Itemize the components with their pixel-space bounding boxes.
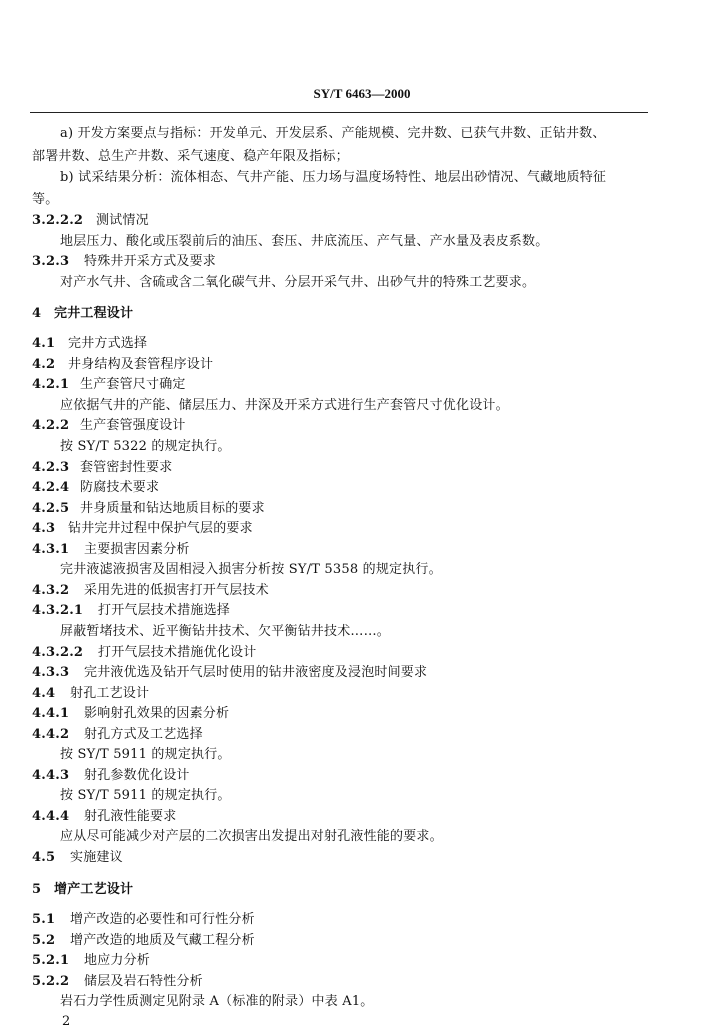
- heading-line: [32, 377, 186, 393]
- heading-title: 影响射孔效果的因素分析: [84, 706, 230, 721]
- heading-number: 4.1: [32, 336, 56, 351]
- heading-line: [32, 933, 255, 949]
- heading-line: [32, 686, 149, 702]
- heading-title: 打开气层技术措施优化设计: [98, 645, 257, 660]
- heading-line: [32, 727, 203, 743]
- text-line: a) 开发方案要点与指标：开发单元、开发层系、产能规模、完井数、已获气井数、正钻井数、: [60, 126, 606, 141]
- text-line: 部署井数、总生产井数、采气速度、稳产年限及指标；: [32, 149, 349, 164]
- heading-number: 4.3.2.2: [32, 645, 84, 660]
- section-heading: [32, 306, 133, 322]
- heading-title: 完井液优选及钻开气层时使用的钻井液密度及浸泡时间要求: [84, 665, 428, 680]
- heading-title: 完井工程设计: [54, 306, 134, 321]
- heading-number: 4.5: [32, 850, 56, 865]
- heading-title: 生产套管强度设计: [80, 418, 186, 433]
- heading-number: 4.4.3: [32, 768, 70, 783]
- heading-title: 完井方式选择: [68, 336, 148, 351]
- heading-number: 5.1: [32, 912, 56, 927]
- heading-number: 4.2.1: [32, 377, 70, 392]
- heading-number: 4.3.3: [32, 665, 70, 680]
- heading-title: 井身质量和钻达地质目标的要求: [80, 501, 265, 516]
- text-line: 地层压力、酸化或压裂前后的油压、套压、井底流压、产气量、产水量及表皮系数。: [60, 234, 549, 249]
- heading-line: [32, 645, 256, 661]
- heading-number: 4.4.2: [32, 727, 70, 742]
- heading-number: 5.2: [32, 933, 56, 948]
- heading-number: 3.2.3: [32, 254, 70, 269]
- heading-title: 采用先进的低损害打开气层技术: [84, 583, 269, 598]
- heading-number: 4.4.1: [32, 706, 70, 721]
- heading-line: [32, 974, 203, 990]
- heading-title: 生产套管尺寸确定: [80, 377, 186, 392]
- heading-title: 射孔工艺设计: [70, 686, 150, 701]
- heading-number: 4.2.3: [32, 460, 70, 475]
- heading-title: 储层及岩石特性分析: [84, 974, 203, 989]
- text-line: 等。: [32, 192, 59, 207]
- heading-line: [32, 213, 149, 229]
- heading-number: 4.3.1: [32, 542, 70, 557]
- heading-title: 套管密封性要求: [80, 460, 173, 475]
- heading-title: 射孔液性能要求: [84, 809, 177, 824]
- heading-line: [32, 912, 255, 928]
- heading-title: 增产改造的地质及气藏工程分析: [70, 933, 255, 948]
- heading-number: 4.3.2.1: [32, 603, 84, 618]
- heading-line: [32, 768, 190, 784]
- heading-line: [32, 254, 216, 270]
- heading-title: 增产改造的必要性和可行性分析: [70, 912, 255, 927]
- text-line: b) 试采结果分析：流体相态、气井产能、压力场与温度场特性、地层出砂情况、气藏地质特征: [60, 170, 607, 185]
- heading-line: [32, 603, 230, 619]
- heading-line: [32, 418, 186, 434]
- heading-number: 4.4.4: [32, 809, 70, 824]
- heading-number: 4.2.5: [32, 501, 70, 516]
- heading-line: [32, 357, 213, 373]
- heading-number: 4.2.2: [32, 418, 70, 433]
- heading-title: 主要损害因素分析: [84, 542, 190, 557]
- heading-number: 4.4: [32, 686, 56, 701]
- heading-line: [32, 809, 176, 825]
- text-line: 应依据气井的产能、储层压力、井深及开采方式进行生产套管尺寸优化设计。: [60, 398, 509, 413]
- heading-line: [32, 665, 427, 681]
- heading-line: [32, 480, 159, 496]
- heading-title: 井身结构及套管程序设计: [68, 357, 214, 372]
- heading-title: 射孔方式及工艺选择: [84, 727, 203, 742]
- heading-line: [32, 501, 265, 517]
- heading-number: 4.2.4: [32, 480, 70, 495]
- text-line: 岩石力学性质测定见附录 A（标准的附录）中表 A1。: [60, 994, 374, 1009]
- heading-title: 防腐技术要求: [80, 480, 160, 495]
- text-line: 按 SY/T 5911 的规定执行。: [60, 747, 231, 762]
- heading-line: [32, 953, 150, 969]
- heading-title: 地应力分析: [84, 953, 151, 968]
- heading-title: 增产工艺设计: [54, 882, 134, 897]
- heading-title: 特殊井开采方式及要求: [84, 254, 217, 269]
- text-line: 应从尽可能减少对产层的二次损害出发提出对射孔液性能的要求。: [60, 829, 443, 844]
- heading-title: 射孔参数优化设计: [84, 768, 190, 783]
- text-line: 屏蔽暂堵技术、近平衡钻井技术、欠平衡钻井技术……。: [60, 624, 391, 639]
- heading-number: 5.2.1: [32, 953, 70, 968]
- heading-line: [32, 521, 253, 537]
- heading-line: [32, 336, 147, 352]
- heading-number: 4.3.2: [32, 583, 70, 598]
- section-heading: [32, 882, 133, 898]
- text-line: 对产水气井、含硫或含二氧化碳气井、分层开采气井、出砂气井的特殊工艺要求。: [60, 275, 536, 290]
- heading-line: [32, 706, 229, 722]
- heading-title: 钻井完井过程中保护气层的要求: [68, 521, 253, 536]
- standard-code-header: SY/T 6463—2000: [313, 86, 411, 101]
- page-number: 2: [62, 1014, 71, 1029]
- heading-line: [32, 460, 172, 476]
- heading-title: 打开气层技术措施选择: [98, 603, 231, 618]
- heading-number: 5.2.2: [32, 974, 70, 989]
- heading-number: 4.3: [32, 521, 56, 536]
- heading-title: 测试情况: [96, 213, 149, 228]
- heading-number: 4.2: [32, 357, 56, 372]
- heading-number: 5: [32, 882, 42, 897]
- heading-title: 实施建议: [70, 850, 123, 865]
- heading-line: [32, 583, 269, 599]
- text-line: 完井液滤液损害及固相浸入损害分析按 SY/T 5358 的规定执行。: [60, 562, 442, 577]
- heading-number: 3.2.2.2: [32, 213, 84, 228]
- heading-number: 4: [32, 306, 42, 321]
- heading-line: [32, 542, 190, 558]
- heading-line: [32, 850, 123, 866]
- text-line: 按 SY/T 5322 的规定执行。: [60, 439, 231, 454]
- text-line: 按 SY/T 5911 的规定执行。: [60, 788, 231, 803]
